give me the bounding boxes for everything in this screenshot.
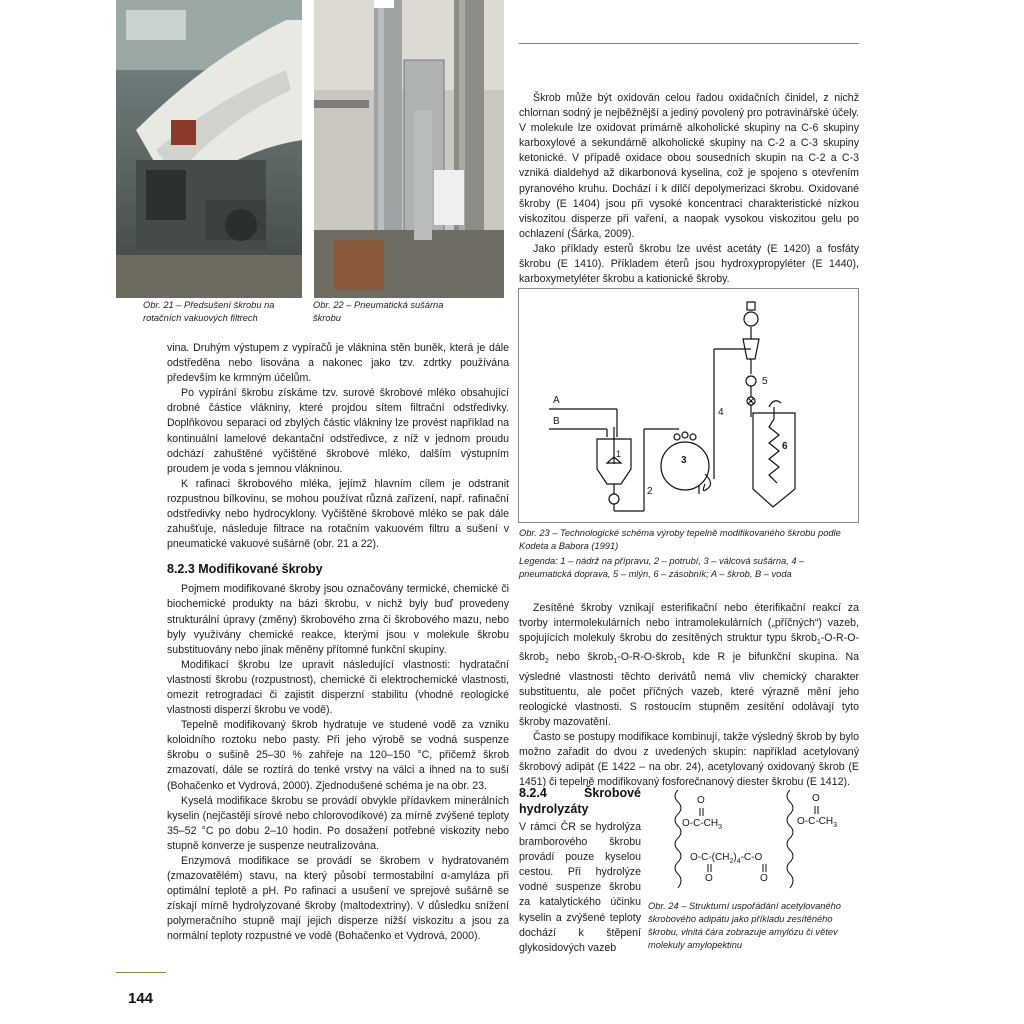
chem-oxygen: O [812, 793, 820, 804]
diagram-label-3: 3 [681, 455, 687, 466]
chem-subscript: 3 [833, 822, 838, 829]
chem-text: ) [733, 852, 737, 863]
figure-24-caption: Obr. 24 – Strukturní uspořádání acetylovaného škrobového adipátu jako příkladu zesítěného škrobu, vlnitá čára zobrazuje amylózu či větev molekuly amylopektinu [648, 901, 841, 950]
figure-22-caption: Obr. 22 – Pneumatická sušárna škrobu [313, 300, 444, 323]
diagram-label-b: B [553, 416, 560, 427]
photo-rotary-vacuum-filters [116, 0, 302, 298]
paragraph: Enzymová modifikace se provádí se škrobem v hydratovaném (zmazovatělém) stavu, na který působí termostabilní α-amyláza při optimální teplotě a pH. Po rafinaci a usušení ve sprejové sušárně se získají mírně hydrolyzované škroby (maltodextriny). V důsledku snížení polymeračního stupně mají jejich disperze nižší viskozitu a jsou za normální teploty rozpustné ve vodě (Bohačenko et Vydrová, 2000). [167, 855, 509, 943]
paragraph: Modifikací škrobu lze upravit následující vlastnosti: hydratační vlastnosti škrobu (rozpustnost), chemické či elektrochemické vlastnosti, omezit retrogradaci či zajistit disperzní stabilitu (vhodné reologické vlastnosti disperzí škrobu ve vodě). [167, 658, 509, 717]
chem-text: O-C-CH [797, 816, 834, 827]
chem-acetyl-group-1 [682, 818, 722, 831]
chem-subscript: 2 [729, 858, 734, 865]
paragraph-text: -O-R-O-škrob [617, 651, 682, 664]
paragraph: Kyselá modifikace škrobu se provádí obvykle přídavkem minerálních kyselin (nejčastěji sírové nebo chlorovodíkové) za mírně zvýšené teploty 35–52 °C po dobu 2–10 hodin. Po dosažení potřebné viskozity nebo stupně konverze je suspenze neutralizována. [167, 794, 509, 852]
figure-23-process-diagram [518, 288, 859, 523]
chem-oxygen: O [697, 795, 705, 806]
section-heading-8-2-4: 8.2.4 Škrobové hydrolyzáty [519, 786, 641, 816]
top-rule [519, 43, 859, 44]
chem-subscript: 4 [736, 858, 741, 865]
subscript: 1 [681, 658, 686, 666]
chem-acetyl-group-2 [797, 816, 837, 829]
page-number: 144 [128, 990, 154, 1007]
chem-text: -C-O [740, 852, 763, 863]
chem-text: O-C-(CH [690, 852, 730, 863]
paragraph: Jako příklady esterů škrobu lze uvést acetáty (E 1420) a fosfáty škrobu (E 1410). Příkladem éterů jsou hydroxypropyléter (E 1440), karboxymetyléter škrobu a kationické škroby. [519, 242, 859, 286]
figure-21-caption: Obr. 21 – Předsušení škrobu na rotačních vakuových filtrech [143, 300, 275, 323]
paragraph: V rámci ČR se hydrolýza bramborového škrobu provádí pouze kyselou cestou. Při hydrolýze vodné suspenze škrobu za katalytického účinku kyselin a zvýšené teploty dochází k štěpení glykosidových vazeb [519, 821, 641, 954]
paragraph: Často se postupy modifikace kombinují, takže výsledný škrob by bylo možno zařadit do dvou z uvedených skupin: například acetylovaný škrobový adipát (E 1422 – na obr. 24), acetylovaný oxidovaný škrob (E 1451) či tepelně modifikovaný fosforečnanový diester škrobu (E 1412). [519, 730, 859, 789]
right-column-bottom-left [519, 785, 641, 956]
paragraph: Pojmem modifikované škroby jsou označovány termické, chemické či biochemické produkty na bázi škrobu, v nichž byly buď provedeny strukturální úpravy (změny) škrobového zrna či škrobového mazu, nebo byly využívány chemické reakce, kterými jsou v molekule škrobu substituovány nebo jinak měněny přítomné funkční skupiny. [167, 583, 509, 656]
chem-subscript: 3 [718, 824, 723, 831]
subscript: 2 [544, 658, 549, 666]
paragraph-text: kde R je bifunkční skupina. Na výsledné vlastnosti těchto derivátů nemá vliv chemický charakter substituentu, ale počet příčných vazeb, které výrazně mění jeho reologické vlastnosti. S rostoucím stupněm zesítění odolávají tyto škroby mazovatění. [519, 651, 859, 728]
paragraph: Tepelně modifikovaný škrob hydratuje ve studené vodě za vzniku koloidního roztoku nebo pasty. Při jeho výrobě se vodná suspenze škrobu o sušině 25–30 % zahřeje na 120–150 °C, přičemž škrob zmazovatí, dále se roztírá do tenké vrstvy na válci a ihned na to suší (Bohačenko et Vydrová, 2000). Zjednodušené schéma je na obr. 23. [167, 719, 509, 792]
left-column [167, 341, 509, 945]
diagram-label-2: 2 [647, 486, 653, 497]
chem-text: O-C-CH [682, 818, 719, 829]
diagram-label-5: 5 [762, 376, 768, 387]
figure-23-caption: Obr. 23 – Technologické schéma výroby tepelně modifikovaného škrobu podle Kodeta a Babora (1991) [519, 528, 841, 551]
paragraph-text: -O-R-O-škrob [519, 632, 859, 664]
chem-oxygen: O [705, 873, 713, 884]
bottom-rule [116, 972, 166, 973]
paragraph: K rafinaci škrobového mléka, jejímž hlavním cílem je odstranit rozpustnou bílkovinu, se mohou používat různá zařízení, např. rafinační odstředivky nebo hydrocyklony. Vyčištěné škrobové mléko se pak dále zahušťuje, následuje filtrace na rotačním vakuovém filtru a sušení v pneumatické vakuové sušárně (obr. 21 a 22). [167, 477, 509, 551]
diagram-label-1: 1 [616, 449, 622, 459]
paragraph-text: Zesítěné škroby vznikají esterifikační nebo éterifikační reakcí za tvorby intermolekulárních nebo intramolekulárních („příčných“) vazeb, spojujících molekuly škrobu do zesítěných struktur typu škrob [519, 602, 859, 645]
figure-24-structure [650, 790, 855, 895]
paragraph-text: nebo škrob [548, 651, 614, 664]
paragraph: vina. Druhým výstupem z vypíračů je vláknina stěn buněk, která je dále odstředěna nebo lisována a nakonec jako tzv. zdrtky používána především ke krmným účelům. [167, 342, 509, 385]
diagram-label-4: 4 [718, 407, 724, 418]
section-heading-8-2-3: 8.2.3 Modifikované škroby [167, 562, 323, 577]
paragraph [519, 601, 859, 730]
chem-adipate-bridge [690, 852, 762, 865]
paragraph: Škrob může být oxidován celou řadou oxidačních činidel, z nichž chlornan sodný je nejběžnější a jediný povolený pro potravinářské účely. V molekule lze oxidovat primárně alkoholické skupiny na C-6 skupiny karboxylové a sekundárně alkoholické skupiny na C-2 a C-3 skupiny ketonické. V případě oxidace obou sousedních skupin na C-2 a C-3 vzniká dialdehyd až dikarbonová kyselina, což je spojeno s otevřením pyranového kruhu. Dochází i k dílčí depolymerizaci škrobu. Oxidované škroby (E 1404) jsou při vysoké koncentraci charakteristické nízkou viskozitou disperze při vaření, a naopak vysokou viskozitou gelu po ochlazení (Šárka, 2009). [519, 92, 859, 240]
photo-pneumatic-dryer [314, 0, 504, 298]
chem-oxygen: O [760, 873, 768, 884]
subscript: 1 [816, 639, 821, 647]
diagram-label-a: A [553, 395, 560, 406]
subscript: 1 [613, 658, 618, 666]
paragraph: Po vypírání škrobu získáme tzv. surové škrobové mléko obsahující drobné částice vlákniny, které projdou sítem filtrační odstředivky. Doplňkovou separaci od zbylých částic vlákniny lze provést například na kontinuální lamelové dekantační odstředivce, z níž v jednom proudu odchází zahuštěné vyčištěné škrobové mléko, dalším výstupním proudem je voda s jemnou vlákninou. [167, 387, 509, 475]
right-column-top [519, 91, 859, 287]
diagram-label-6: 6 [782, 441, 788, 452]
figure-23-legend: Legenda: 1 – nádrž na přípravu, 2 – potrubí, 3 – válcová sušárna, 4 – pneumatická doprava, 5 – mlýn, 6 – zásobník; A – škrob, B – voda [519, 556, 805, 579]
right-column-middle [519, 601, 859, 790]
